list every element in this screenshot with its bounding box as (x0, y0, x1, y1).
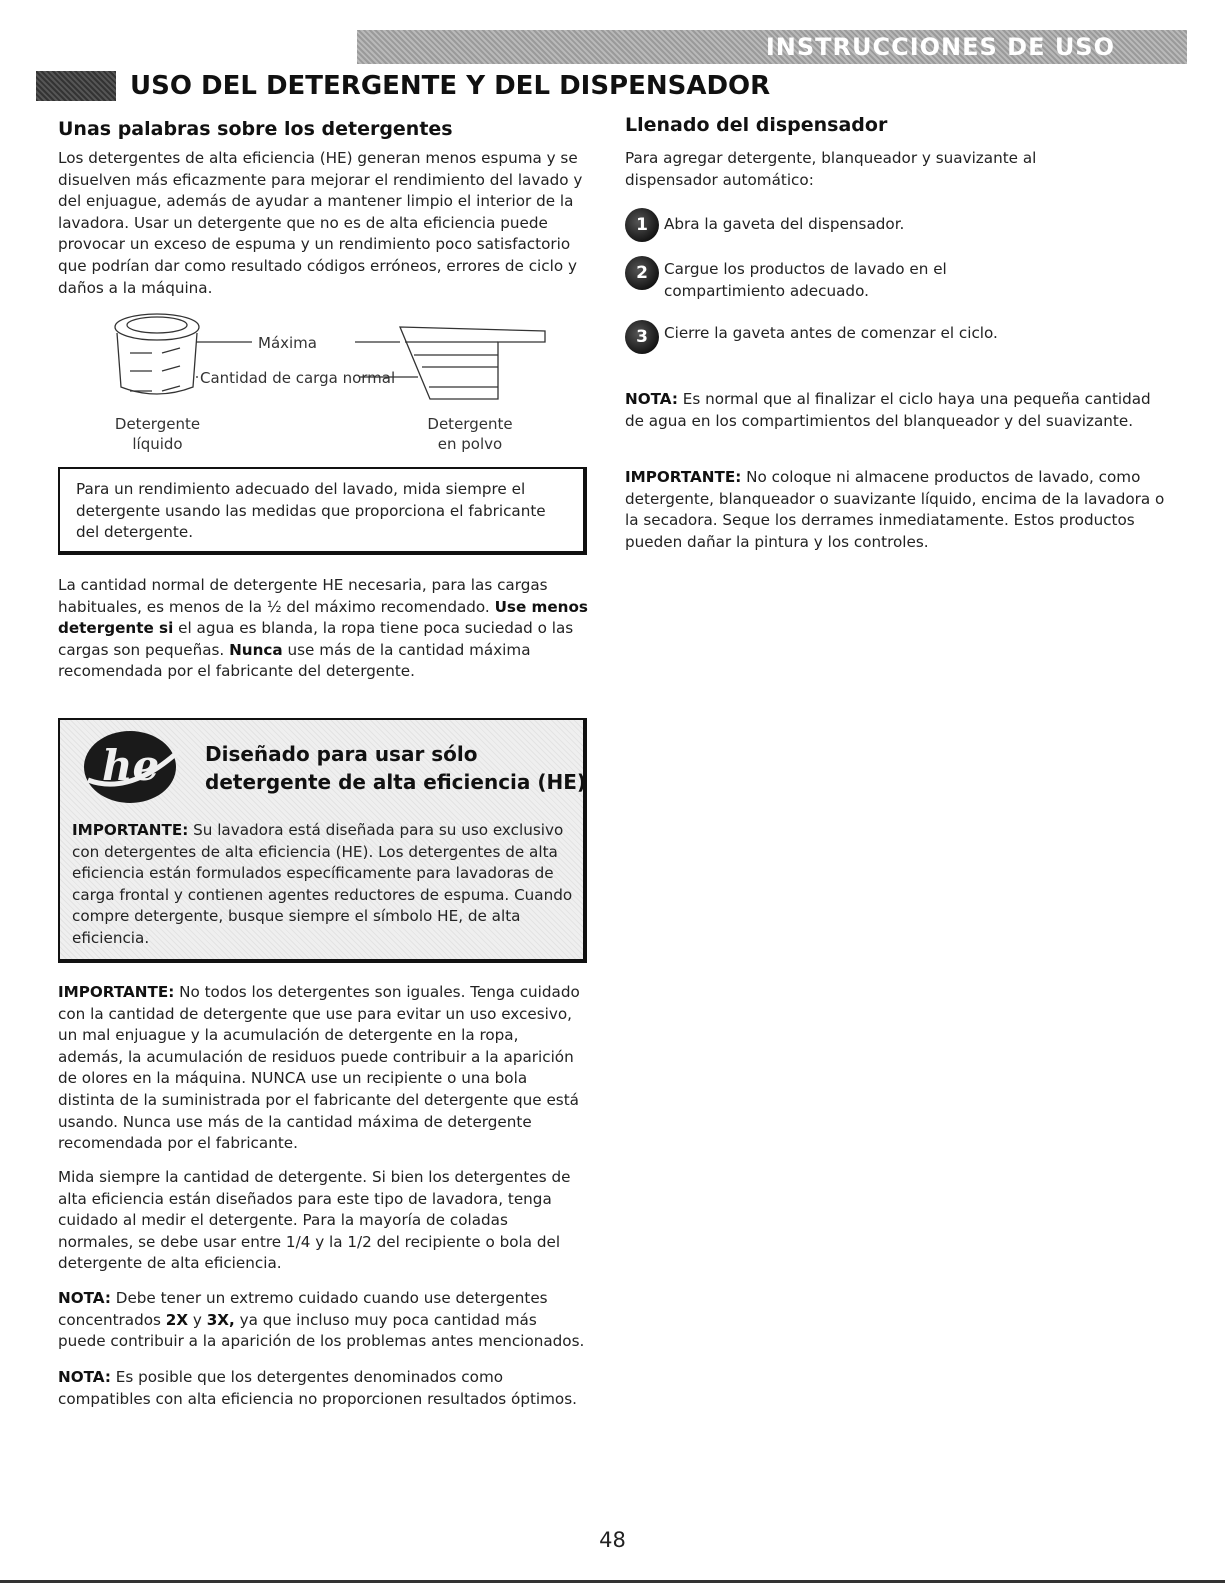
detergents-intro: Los detergentes de alta eficiencia (HE) generan menos espuma y se disuelven más eficazmente para mejorar el rendimiento del lavado y del enjuague, además de ayudar a mantener limpio el interior de la lavadora. Usar un detergente que no es de alta eficiencia puede provocar un exceso de espuma y un rendimiento poco satisfactorio que podrían dar como resultado códigos erróneos, errores de ciclo y daños a la máquina. (58, 149, 583, 297)
powder-label-2: en polvo (437, 435, 503, 453)
detergents-heading: Unas palabras sobre los detergentes (58, 118, 453, 140)
dispenser-important: IMPORTANTE: No coloque ni almacene productos de lavado, como detergente, blanqueador o suavizante líquido, encima de la lavadora o la secadora. Seque los derrames inmediatamente. Estos productos pueden dañar la pintura y los controles. (625, 468, 1165, 551)
powder-label-1: Detergente (427, 415, 513, 433)
dispenser-note: NOTA: Es normal que al finalizar el ciclo haya una pequeña cantidad de agua en los compartimientos del blanqueador y del suavizante. (625, 390, 1151, 430)
dispenser-heading: Llenado del dispensador (625, 114, 888, 136)
page-bottom-rule (0, 1580, 1225, 1583)
measure-paragraph: Mida siempre la cantidad de detergente. Si bien los detergentes de alta eficiencia están diseñados para este tipo de lavadora, tenga cuidado al medir el detergente. Para la mayoría de coladas normales, se debe usar entre 1/4 y la 1/2 del recipiente o bola del detergente de alta eficiencia. (58, 1168, 571, 1273)
liquid-label-2: líquido (132, 435, 183, 453)
page-number: 48 (599, 1528, 626, 1552)
section-banner: INSTRUCCIONES DE USO (357, 30, 1187, 64)
section-marker (36, 71, 116, 101)
step-2-text: Cargue los productos de lavado en el compartimiento adecuado. (664, 260, 947, 300)
step-1-text: Abra la gaveta del dispensador. (664, 215, 905, 233)
measure-callout-text: Para un rendimiento adecuado del lavado, mida siempre el detergente usando las medidas que proporciona el fabricante del detergente. (76, 480, 546, 542)
note-concentrated-paragraph: NOTA: Debe tener un extremo cuidado cuando use detergentes concentrados 2X y 3X, ya que incluso muy poca cantidad más puede contribuir a la aparición de los problemas antes mencionados. (58, 1289, 585, 1351)
step-1-number-icon: 1 (625, 208, 659, 242)
he-box-text: IMPORTANTE: Su lavadora está diseñada para su uso exclusivo con detergentes de alta eficiencia (HE). Los detergentes de alta eficiencia están formulados específicamente para lavadoras de carga frontal y contienen agentes reductores de espuma. Cuando compre detergente, busque siempre el símbolo HE, de alta eficiencia. (72, 821, 573, 947)
measure-callout-box (58, 467, 587, 555)
he-logo-icon (80, 728, 184, 806)
powder-scoop-icon (355, 327, 545, 399)
step-3-text: Cierre la gaveta antes de comenzar el ciclo. (664, 324, 998, 342)
he-box-title: Diseñado para usar sólo detergente de alta eficiencia (HE) (205, 742, 587, 794)
section-title: USO DEL DETERGENTE Y DEL DISPENSADOR (130, 71, 771, 101)
max-label: Máxima (258, 334, 317, 352)
note-compatible-paragraph: NOTA: Es posible que los detergentes denominados como compatibles con alta eficiencia no proporcionen resultados óptimos. (58, 1368, 577, 1408)
detergent-measure-diagram (100, 305, 560, 415)
liquid-cup-icon (115, 314, 199, 394)
important-detergents-paragraph: IMPORTANTE: No todos los detergentes son iguales. Tenga cuidado con la cantidad de detergente que use para evitar un uso excesivo, un mal enjuague y la acumulación de detergente en la ropa, además, la acumulación de residuos puede contribuir a la aparición de olores en la máquina. NUNCA use un recipiente o una bola distinta de la suministrada por el fabricante del detergente que está usando. Nunca use más de la cantidad máxima de detergente recomendada por el fabricante. (58, 983, 580, 1153)
dispenser-intro: Para agregar detergente, blanqueador y suavizante al dispensador automático: (625, 149, 1037, 189)
step-3-number-icon: 3 (625, 320, 659, 354)
he-logo-text: he (102, 741, 160, 790)
normal-load-label: Cantidad de carga normal (200, 369, 396, 387)
step-2-number-icon: 2 (625, 256, 659, 290)
liquid-label-1: Detergente (114, 415, 201, 433)
normal-amount-paragraph: La cantidad normal de detergente HE necesaria, para las cargas habituales, es menos de la ½ del máximo recomendado. Use menos detergente si el agua es blanda, la ropa tiene poca suciedad o las cargas son pequeñas. Nunca use más de la cantidad máxima recomendada por el fabricante del detergente. (58, 576, 588, 681)
